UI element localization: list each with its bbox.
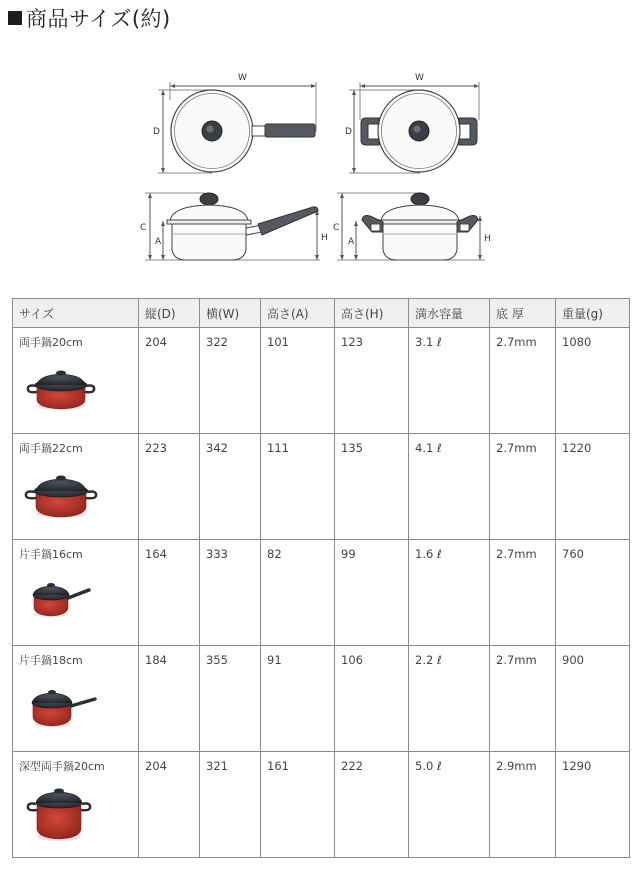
label-a-1: A xyxy=(155,237,162,247)
cell-thickness: 2.7mm xyxy=(490,540,556,646)
cell-thickness: 2.7mm xyxy=(490,434,556,540)
product-name: 片手鍋18cm xyxy=(19,654,83,667)
cell-height-h: 135 xyxy=(335,434,409,540)
product-name: 両手鍋20cm xyxy=(19,336,83,349)
cell-thickness: 2.7mm xyxy=(490,328,556,434)
side-view-two-handle xyxy=(333,193,491,260)
cell-height-h: 99 xyxy=(335,540,409,646)
label-c-2: C xyxy=(333,223,340,233)
label-d-2: D xyxy=(345,127,352,137)
cell-height-a: 161 xyxy=(261,752,335,858)
cell-weight: 1220 xyxy=(556,434,630,540)
cell-product xyxy=(13,434,139,540)
table-row xyxy=(13,752,630,858)
cell-height-a: 82 xyxy=(261,540,335,646)
cell-weight: 1080 xyxy=(556,328,630,434)
two-handle-pot-image xyxy=(19,462,103,526)
product-name: 両手鍋22cm xyxy=(19,442,83,455)
cell-width: 342 xyxy=(200,434,261,540)
cell-weight: 760 xyxy=(556,540,630,646)
saucepan-image xyxy=(19,568,103,632)
cell-thickness: 2.7mm xyxy=(490,646,556,752)
saucepan-image xyxy=(19,674,103,738)
side-view-single-handle xyxy=(140,193,328,260)
cell-height-h: 222 xyxy=(335,752,409,858)
cell-height-a: 101 xyxy=(261,328,335,434)
cell-width: 355 xyxy=(200,646,261,752)
deep-two-handle-pot-image xyxy=(19,780,103,844)
cell-capacity: 4.1 ℓ xyxy=(409,434,490,540)
col-header-size: サイズ xyxy=(13,299,139,328)
two-handle-pot-image xyxy=(19,356,103,420)
col-header-height-h: 高さ(H) xyxy=(335,299,409,328)
cell-height-h: 123 xyxy=(335,328,409,434)
cell-weight: 900 xyxy=(556,646,630,752)
table-row xyxy=(13,646,630,752)
cell-width: 333 xyxy=(200,540,261,646)
product-name: 片手鍋16cm xyxy=(19,548,83,561)
top-view-two-handle xyxy=(345,73,479,173)
cell-height-h: 106 xyxy=(335,646,409,752)
label-a-2: A xyxy=(348,237,355,247)
cell-depth: 164 xyxy=(139,540,200,646)
cell-depth: 184 xyxy=(139,646,200,752)
cell-capacity: 1.6 ℓ xyxy=(409,540,490,646)
table-row xyxy=(13,328,630,434)
table-row xyxy=(13,540,630,646)
page-heading xyxy=(8,4,171,32)
size-diagrams xyxy=(0,60,640,270)
cell-capacity: 5.0 ℓ xyxy=(409,752,490,858)
top-view-single-handle xyxy=(153,73,316,173)
label-h-1: H xyxy=(321,233,328,243)
cell-capacity: 2.2 ℓ xyxy=(409,646,490,752)
label-w-1: W xyxy=(238,73,247,83)
col-header-width: 横(W) xyxy=(200,299,261,328)
label-h-2: H xyxy=(484,234,491,244)
label-w-2: W xyxy=(415,73,424,83)
size-spec-table xyxy=(12,298,630,858)
cell-thickness: 2.9mm xyxy=(490,752,556,858)
col-header-weight: 重量(g) xyxy=(556,299,630,328)
table-row xyxy=(13,434,630,540)
cell-depth: 204 xyxy=(139,328,200,434)
col-header-height-a: 高さ(A) xyxy=(261,299,335,328)
cell-height-a: 111 xyxy=(261,434,335,540)
cell-width: 321 xyxy=(200,752,261,858)
cell-height-a: 91 xyxy=(261,646,335,752)
cell-capacity: 3.1 ℓ xyxy=(409,328,490,434)
col-header-thickness: 底 厚 xyxy=(490,299,556,328)
table-header-row xyxy=(13,299,630,328)
page-title: 商品サイズ(約) xyxy=(26,7,171,31)
cell-weight: 1290 xyxy=(556,752,630,858)
cell-product xyxy=(13,646,139,752)
cell-width: 322 xyxy=(200,328,261,434)
cell-product xyxy=(13,752,139,858)
cell-product xyxy=(13,328,139,434)
cell-product xyxy=(13,540,139,646)
col-header-depth: 縦(D) xyxy=(139,299,200,328)
product-name: 深型両手鍋20cm xyxy=(19,760,105,773)
label-c-1: C xyxy=(140,223,147,233)
label-d-1: D xyxy=(153,127,160,137)
cell-depth: 204 xyxy=(139,752,200,858)
square-bullet-icon xyxy=(8,11,22,25)
cell-depth: 223 xyxy=(139,434,200,540)
col-header-capacity: 満水容量 xyxy=(409,299,490,328)
